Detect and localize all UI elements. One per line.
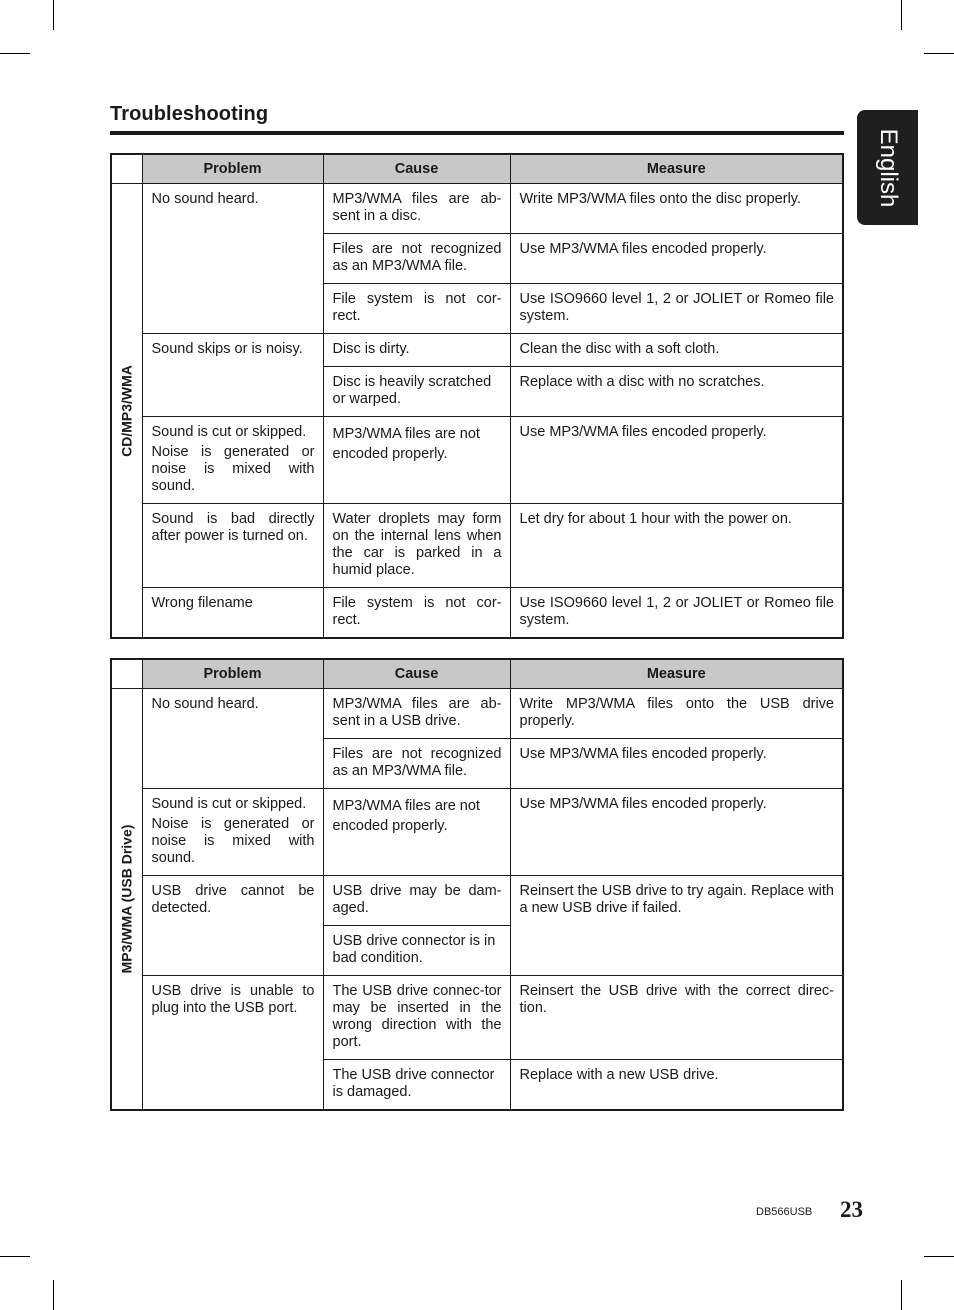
problem-cell: Wrong filename bbox=[142, 588, 323, 639]
category-cell bbox=[111, 184, 142, 639]
cause-cell: MP3/WMA files are not encoded properly. bbox=[323, 417, 510, 504]
measure-cell: Clean the disc with a soft cloth. bbox=[510, 334, 843, 367]
header-problem: Problem bbox=[142, 154, 323, 184]
cause-cell: Files are not recognized as an MP3/WMA file. bbox=[323, 234, 510, 284]
measure-cell: Use ISO9660 level 1, 2 or JOLIET or Romeo file system. bbox=[510, 588, 843, 639]
measure-cell: Use ISO9660 level 1, 2 or JOLIET or Romeo file system. bbox=[510, 284, 843, 334]
measure-cell: Use MP3/WMA files encoded properly. bbox=[510, 234, 843, 284]
measure-cell: Reinsert the USB drive to try again. Replace with a new USB drive if failed. bbox=[510, 876, 843, 976]
table-row bbox=[111, 334, 843, 367]
measure-cell: Use MP3/WMA files encoded properly. bbox=[510, 417, 843, 504]
table-header-row bbox=[111, 659, 843, 689]
table-row bbox=[111, 976, 843, 1060]
crop-mark bbox=[53, 0, 54, 30]
category-cell bbox=[111, 689, 142, 1111]
cause-cell: Files are not recognized as an MP3/WMA file. bbox=[323, 739, 510, 789]
cause-cell: File system is not cor-rect. bbox=[323, 588, 510, 639]
cause-cell: MP3/WMA files are ab-sent in a disc. bbox=[323, 184, 510, 234]
problem-line: Sound is cut or skipped. bbox=[151, 796, 307, 812]
crop-mark bbox=[53, 1280, 54, 1310]
measure-cell: Use MP3/WMA files encoded properly. bbox=[510, 739, 843, 789]
measure-cell: Use MP3/WMA files encoded properly. bbox=[510, 789, 843, 876]
table-row bbox=[111, 504, 843, 588]
header-cause: Cause bbox=[323, 659, 510, 689]
problem-cell: Sound skips or is noisy. bbox=[142, 334, 323, 417]
table-row bbox=[111, 184, 843, 234]
model-number: DB566USB bbox=[756, 1206, 813, 1218]
title-rule bbox=[110, 131, 844, 135]
language-tab-label: English bbox=[874, 128, 902, 207]
measure-cell: Replace with a new USB drive. bbox=[510, 1060, 843, 1111]
problem-cell: USB drive is unable to plug into the USB port. bbox=[142, 976, 323, 1111]
cause-cell: USB drive connector is in bad condition. bbox=[323, 926, 510, 976]
crop-mark bbox=[901, 1280, 902, 1310]
cause-cell: MP3/WMA files are not encoded properly. bbox=[323, 789, 510, 876]
table-row bbox=[111, 689, 843, 739]
measure-cell: Reinsert the USB drive with the correct direc-tion. bbox=[510, 976, 843, 1060]
troubleshooting-table-usb bbox=[110, 658, 844, 1111]
header-measure: Measure bbox=[510, 154, 843, 184]
problem-line: Sound is cut or skipped. bbox=[151, 424, 307, 440]
cause-cell: Disc is dirty. bbox=[323, 334, 510, 367]
measure-cell: Let dry for about 1 hour with the power on. bbox=[510, 504, 843, 588]
problem-line: Noise is generated or noise is mixed with sound. bbox=[151, 444, 315, 494]
crop-mark bbox=[901, 0, 902, 30]
problem-cell bbox=[142, 789, 323, 876]
cause-cell: File system is not cor-rect. bbox=[323, 284, 510, 334]
table-row bbox=[111, 588, 843, 639]
table-header-row bbox=[111, 154, 843, 184]
problem-cell bbox=[142, 417, 323, 504]
cause-cell: The USB drive connector is damaged. bbox=[323, 1060, 510, 1111]
crop-mark bbox=[924, 53, 954, 54]
category-label: MP3/WMA (USB Drive) bbox=[118, 824, 135, 974]
cause-cell: The USB drive connec-tor may be inserted in the wrong direction with the port. bbox=[323, 976, 510, 1060]
crop-mark bbox=[0, 1256, 30, 1257]
measure-cell: Replace with a disc with no scratches. bbox=[510, 367, 843, 417]
page-title: Troubleshooting bbox=[110, 103, 269, 125]
page-number: 23 bbox=[840, 1197, 863, 1222]
table-row bbox=[111, 789, 843, 876]
header-problem: Problem bbox=[142, 659, 323, 689]
problem-cell: USB drive cannot be detected. bbox=[142, 876, 323, 976]
header-blank bbox=[111, 154, 142, 184]
crop-mark bbox=[924, 1256, 954, 1257]
category-label: CD/MP3/WMA bbox=[118, 364, 135, 457]
cause-cell: Water droplets may form on the internal lens when the car is parked in a humid place. bbox=[323, 504, 510, 588]
table-row bbox=[111, 876, 843, 926]
measure-cell: Write MP3/WMA files onto the USB drive properly. bbox=[510, 689, 843, 739]
problem-cell: Sound is bad directly after power is turned on. bbox=[142, 504, 323, 588]
measure-cell: Write MP3/WMA files onto the disc properly. bbox=[510, 184, 843, 234]
problem-line: Noise is generated or noise is mixed with sound. bbox=[151, 816, 315, 866]
cause-cell: MP3/WMA files are ab-sent in a USB drive. bbox=[323, 689, 510, 739]
language-tab bbox=[857, 110, 918, 225]
problem-cell: No sound heard. bbox=[142, 689, 323, 789]
troubleshooting-table-cd bbox=[110, 153, 844, 639]
header-blank bbox=[111, 659, 142, 689]
header-cause: Cause bbox=[323, 154, 510, 184]
cause-cell: USB drive may be dam-aged. bbox=[323, 876, 510, 926]
crop-mark bbox=[0, 53, 30, 54]
problem-cell: No sound heard. bbox=[142, 184, 323, 334]
cause-cell: Disc is heavily scratched or warped. bbox=[323, 367, 510, 417]
header-measure: Measure bbox=[510, 659, 843, 689]
table-row bbox=[111, 417, 843, 504]
